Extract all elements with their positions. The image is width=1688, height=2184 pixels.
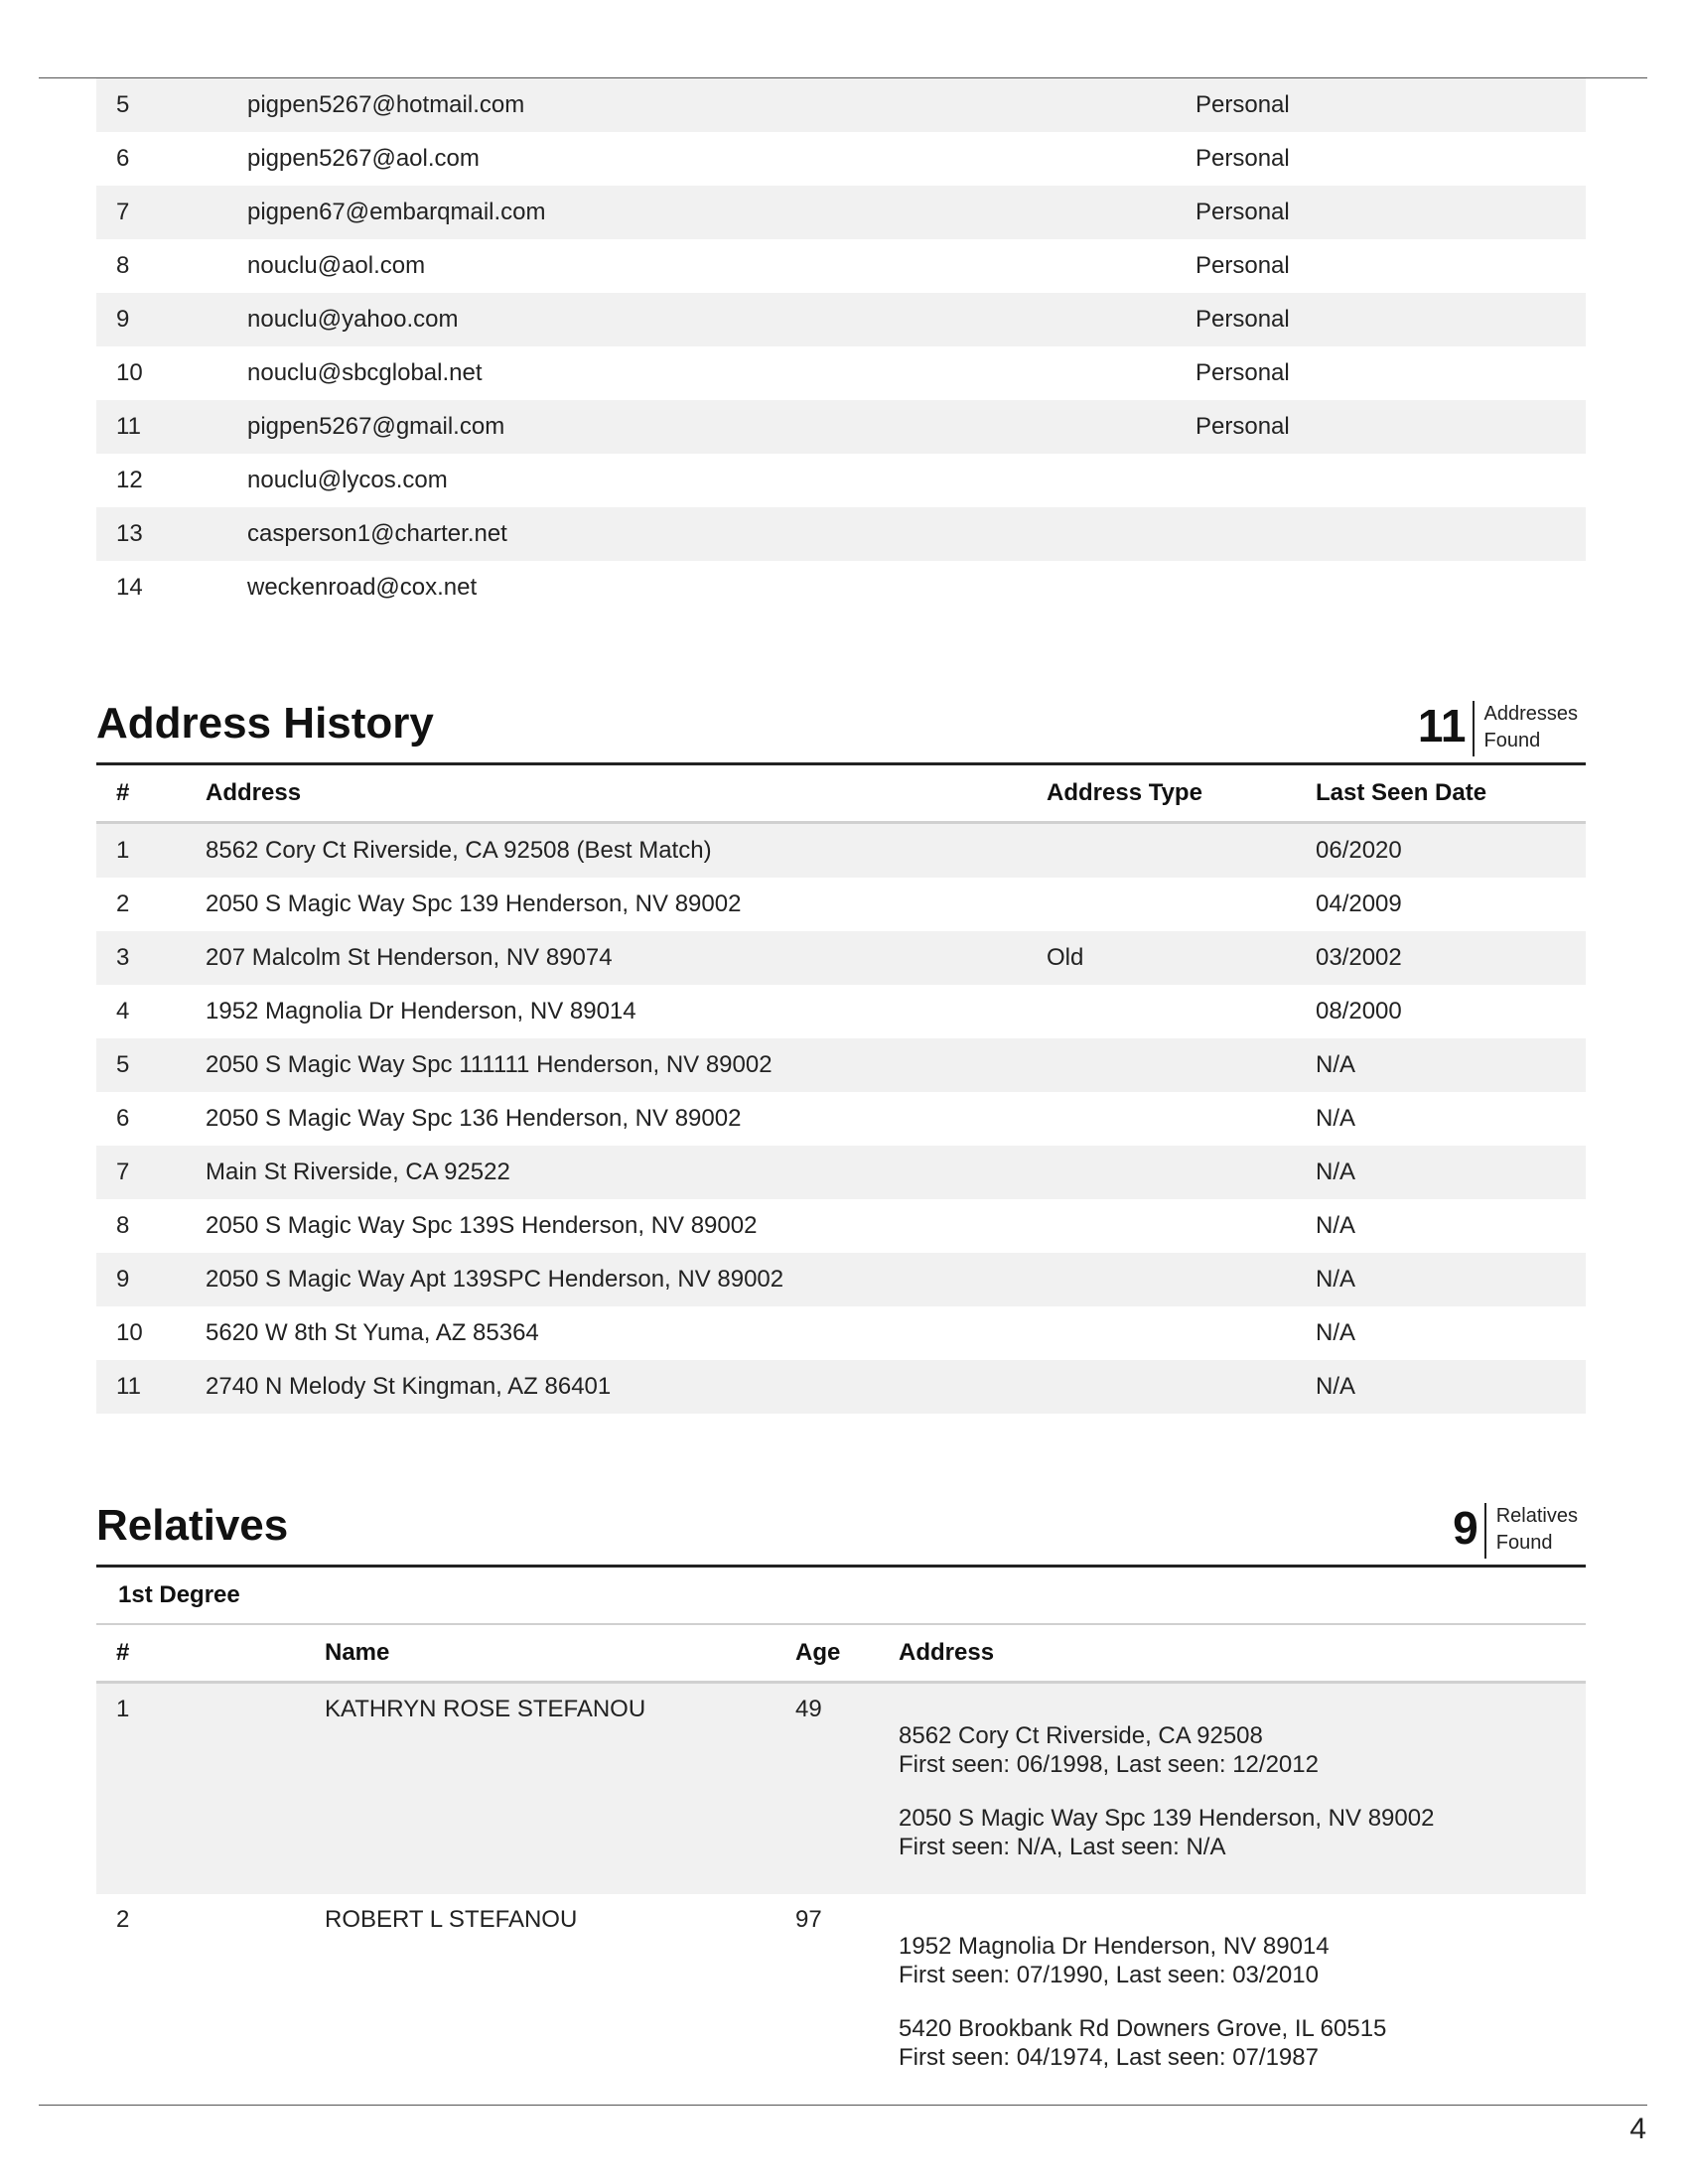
relative-address-entry <box>899 1721 1434 1779</box>
email-row-num: 11 <box>116 413 141 440</box>
address-row-last-seen: 06/2020 <box>1316 837 1402 864</box>
address-row <box>96 878 1586 931</box>
address-row-num: 3 <box>116 944 130 971</box>
relative-address-entry <box>899 2014 1386 2072</box>
email-row-type: Personal <box>1196 145 1290 172</box>
email-row <box>96 561 1586 614</box>
address-row-address: Main St Riverside, CA 92522 <box>206 1159 510 1185</box>
address-row-address: 2050 S Magic Way Apt 139SPC Henderson, NV 89002 <box>206 1266 784 1293</box>
address-row <box>96 1038 1586 1092</box>
bottom-rule <box>39 2105 1647 2106</box>
relative-num: 1 <box>116 1696 130 1722</box>
address-row-last-seen: N/A <box>1316 1159 1356 1185</box>
degree-header <box>96 1568 1586 1625</box>
relatives-section <box>96 1489 1586 2089</box>
email-row-address: nouclu@sbcglobal.net <box>247 359 483 386</box>
address-history-header <box>96 691 1586 765</box>
relative-address-seen: First seen: N/A, Last seen: N/A <box>899 1834 1226 1860</box>
email-row-num: 5 <box>116 91 130 118</box>
col-num-header: # <box>116 1639 130 1666</box>
email-row <box>96 400 1586 454</box>
address-row-num: 9 <box>116 1266 130 1293</box>
col-address-header: Address <box>206 779 302 806</box>
email-row-address: nouclu@lycos.com <box>247 467 448 493</box>
address-row-last-seen: 04/2009 <box>1316 890 1402 917</box>
addresses-count <box>1417 700 1579 756</box>
email-row-type: Personal <box>1196 199 1290 225</box>
col-last-seen-header: Last Seen Date <box>1316 779 1487 806</box>
relative-num: 2 <box>116 1906 130 1933</box>
address-row-address: 8562 Cory Ct Riverside, CA 92508 (Best Match) <box>206 837 712 864</box>
email-row-type: Personal <box>1196 413 1290 440</box>
relative-addresses <box>899 1932 1386 2097</box>
col-num-header: # <box>116 779 130 806</box>
relative-age: 97 <box>795 1906 822 1933</box>
email-row <box>96 346 1586 400</box>
address-row-address: 2050 S Magic Way Spc 139 Henderson, NV 89002 <box>206 890 742 917</box>
address-row <box>96 824 1586 878</box>
email-row-address: nouclu@aol.com <box>247 252 426 279</box>
page-number: 4 <box>1629 2113 1646 2145</box>
address-row-last-seen: N/A <box>1316 1373 1356 1400</box>
email-row-type: Personal <box>1196 91 1290 118</box>
relative-address-line: 5420 Brookbank Rd Downers Grove, IL 60515 <box>899 2015 1387 2042</box>
email-row-type: Personal <box>1196 306 1290 333</box>
address-row-last-seen: 03/2002 <box>1316 944 1402 971</box>
col-name-header: Name <box>325 1639 390 1666</box>
email-row-num: 12 <box>116 467 143 493</box>
relative-address-line: 8562 Cory Ct Riverside, CA 92508 <box>899 1722 1263 1749</box>
col-age-header: Age <box>795 1639 841 1666</box>
col-relative-address-header: Address <box>899 1639 995 1666</box>
email-rows <box>96 78 1586 614</box>
email-row <box>96 507 1586 561</box>
address-row <box>96 1306 1586 1360</box>
email-row <box>96 78 1586 132</box>
relative-name: KATHRYN ROSE STEFANOU <box>325 1696 646 1722</box>
address-row-address: 2050 S Magic Way Spc 111111 Henderson, NV 89002 <box>206 1051 773 1078</box>
email-row-type: Personal <box>1196 252 1290 279</box>
address-row-num: 4 <box>116 998 130 1024</box>
address-history-section <box>96 691 1586 1414</box>
relatives-count-number: 9 <box>1453 1502 1478 1554</box>
email-row <box>96 454 1586 507</box>
email-table <box>96 78 1586 614</box>
email-row-address: pigpen5267@aol.com <box>247 145 480 172</box>
address-row-num: 1 <box>116 837 130 864</box>
email-row <box>96 132 1586 186</box>
address-row-address: 207 Malcolm St Henderson, NV 89074 <box>206 944 613 971</box>
relative-name: ROBERT L STEFANOU <box>325 1906 578 1933</box>
email-row-address: pigpen67@embarqmail.com <box>247 199 546 225</box>
address-row-num: 2 <box>116 890 130 917</box>
col-address-type-header: Address Type <box>1047 779 1202 806</box>
address-row <box>96 931 1586 985</box>
address-row-last-seen: N/A <box>1316 1105 1356 1132</box>
address-table-header <box>96 765 1586 824</box>
email-row-num: 7 <box>116 199 130 225</box>
email-row <box>96 293 1586 346</box>
address-row-address: 1952 Magnolia Dr Henderson, NV 89014 <box>206 998 636 1024</box>
email-row-type: Personal <box>1196 359 1290 386</box>
address-row-type: Old <box>1047 944 1084 971</box>
relative-address-line: 2050 S Magic Way Spc 139 Henderson, NV 89002 <box>899 1805 1435 1832</box>
email-row-num: 8 <box>116 252 130 279</box>
relative-address-seen: First seen: 07/1990, Last seen: 03/2010 <box>899 1962 1319 1988</box>
address-row <box>96 1253 1586 1306</box>
email-row-num: 10 <box>116 359 143 386</box>
address-row-last-seen: N/A <box>1316 1051 1356 1078</box>
address-row <box>96 1146 1586 1199</box>
address-row-num: 11 <box>116 1373 141 1400</box>
email-row <box>96 239 1586 293</box>
address-row <box>96 1092 1586 1146</box>
email-row-num: 13 <box>116 520 143 547</box>
relative-rows <box>96 1684 1586 2089</box>
address-row-last-seen: N/A <box>1316 1212 1356 1239</box>
relative-address-entry <box>899 1932 1386 1989</box>
relative-address-line: 1952 Magnolia Dr Henderson, NV 89014 <box>899 1933 1330 1960</box>
address-row <box>96 985 1586 1038</box>
relatives-count-label-line2: Found <box>1495 1532 1553 1554</box>
relatives-header <box>96 1489 1586 1568</box>
relative-row <box>96 1894 1586 2089</box>
addresses-count-label-line1: Addresses <box>1483 703 1578 725</box>
address-row <box>96 1199 1586 1253</box>
address-row-num: 8 <box>116 1212 130 1239</box>
relatives-count-label-line1: Relatives <box>1495 1505 1578 1527</box>
degree-label: 1st Degree <box>118 1581 240 1608</box>
email-row-address: pigpen5267@gmail.com <box>247 413 505 440</box>
address-row-num: 10 <box>116 1319 143 1346</box>
email-row-address: pigpen5267@hotmail.com <box>247 91 525 118</box>
address-row-address: 2050 S Magic Way Spc 139S Henderson, NV 89002 <box>206 1212 758 1239</box>
relatives-count <box>1453 1502 1578 1559</box>
address-row-address: 5620 W 8th St Yuma, AZ 85364 <box>206 1319 539 1346</box>
email-row-address: casperson1@charter.net <box>247 520 507 547</box>
relative-addresses <box>899 1721 1434 1886</box>
email-row-num: 14 <box>116 574 143 601</box>
relatives-table-header <box>96 1625 1586 1684</box>
address-row-last-seen: N/A <box>1316 1266 1356 1293</box>
relatives-count-label <box>1484 1503 1578 1559</box>
address-row <box>96 1360 1586 1414</box>
address-row-last-seen: 08/2000 <box>1316 998 1402 1024</box>
address-row-num: 6 <box>116 1105 130 1132</box>
relative-address-seen: First seen: 06/1998, Last seen: 12/2012 <box>899 1751 1319 1778</box>
relatives-title: Relatives <box>96 1501 289 1550</box>
address-rows <box>96 824 1586 1414</box>
addresses-count-label <box>1473 701 1579 756</box>
address-row-address: 2050 S Magic Way Spc 136 Henderson, NV 89002 <box>206 1105 742 1132</box>
relative-age: 49 <box>795 1696 822 1722</box>
email-row <box>96 186 1586 239</box>
address-row-num: 5 <box>116 1051 130 1078</box>
email-row-address: weckenroad@cox.net <box>247 574 478 601</box>
address-history-title: Address History <box>96 699 434 748</box>
address-row-num: 7 <box>116 1159 130 1185</box>
address-row-last-seen: N/A <box>1316 1319 1356 1346</box>
email-row-num: 6 <box>116 145 130 172</box>
email-row-address: nouclu@yahoo.com <box>247 306 459 333</box>
relative-address-seen: First seen: 04/1974, Last seen: 07/1987 <box>899 2044 1319 2071</box>
email-row-num: 9 <box>116 306 130 333</box>
addresses-count-number: 11 <box>1417 700 1467 751</box>
relative-row <box>96 1684 1586 1894</box>
relative-address-entry <box>899 1804 1434 1861</box>
addresses-count-label-line2: Found <box>1483 730 1541 751</box>
address-row-address: 2740 N Melody St Kingman, AZ 86401 <box>206 1373 612 1400</box>
